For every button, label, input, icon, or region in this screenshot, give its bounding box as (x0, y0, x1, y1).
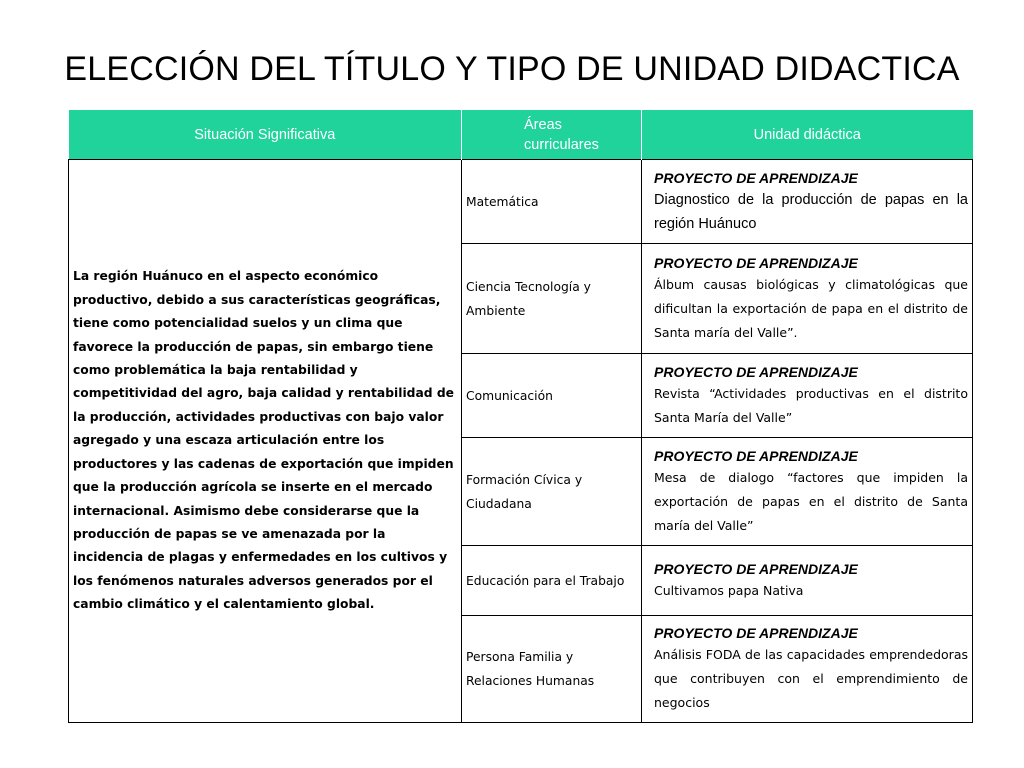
unit-description: Álbum causas biológicas y climatológicas que dificultan la exportación de papa en el distrito de Santa maría del Valle”. (654, 276, 968, 340)
header-row (69, 110, 973, 160)
table-row (69, 160, 973, 244)
unit-description: Análisis FODA de las capacidades emprendedoras que contribuyen con el emprendimiento de negocios (654, 647, 968, 710)
area-cell: Formación Cívica y Ciudadana (462, 438, 642, 546)
didactic-unit-table (68, 110, 973, 723)
area-cell: Matemática (462, 160, 642, 244)
situation-text: La región Huánuco en el aspecto económico productivo, debido a sus características geográficas, tiene como potencialidad suelos y un clima que favorece la producción de papas, sin embargo tiene como problemática la baja rentabilidad y competitividad del agro, baja calidad y rentabilidad de la producción, actividades productivas con bajo valor agregado y una escaza articulación entre los productores y las cadenas de exportación que impiden que la producción agrícola se inserte en el mercado internacional. Asimismo debe considerarse que la producción de papas se ve amenazada por la incidencia de plagas y enfermedades en los cultivos y los fenómenos naturales adversos generados por el cambio climático y el calentamiento global. (73, 269, 454, 612)
situation-cell (69, 160, 462, 723)
area-cell: Comunicación (462, 354, 642, 438)
unit-type: PROYECTO DE APRENDIZAJE (654, 169, 858, 186)
unit-description: Mesa de dialogo “factores que impiden la exportación de papas en el distrito de Santa maría del Valle” (654, 469, 968, 533)
unit-type: PROYECTO DE APRENDIZAJE (654, 254, 858, 271)
unit-description: Cultivamos papa Nativa (654, 582, 804, 598)
unit-cell (642, 546, 973, 616)
unit-cell (642, 160, 973, 244)
header-areas: Áreas curriculares (462, 110, 642, 160)
page-title: ELECCIÓN DEL TÍTULO Y TIPO DE UNIDAD DIDACTICA (64, 50, 960, 88)
area-cell: Educación para el Trabajo (462, 546, 642, 616)
header-situacion: Situación Significativa (69, 110, 462, 160)
unit-description: Diagnostico de la producción de papas en la región Huánuco (654, 191, 968, 232)
area-cell: Ciencia Tecnología y Ambiente (462, 244, 642, 354)
unit-type: PROYECTO DE APRENDIZAJE (654, 447, 858, 464)
unit-cell (642, 244, 973, 354)
header-unidad: Unidad didáctica (642, 110, 973, 160)
unit-cell (642, 354, 973, 438)
unit-type: PROYECTO DE APRENDIZAJE (654, 625, 858, 641)
unit-description: Revista “Actividades productivas en el distrito Santa María del Valle” (654, 385, 968, 425)
unit-cell (642, 616, 973, 723)
unit-type: PROYECTO DE APRENDIZAJE (654, 560, 858, 577)
area-cell: Persona Familia y Relaciones Humanas (462, 616, 642, 723)
unit-cell (642, 438, 973, 546)
unit-type: PROYECTO DE APRENDIZAJE (654, 363, 858, 380)
